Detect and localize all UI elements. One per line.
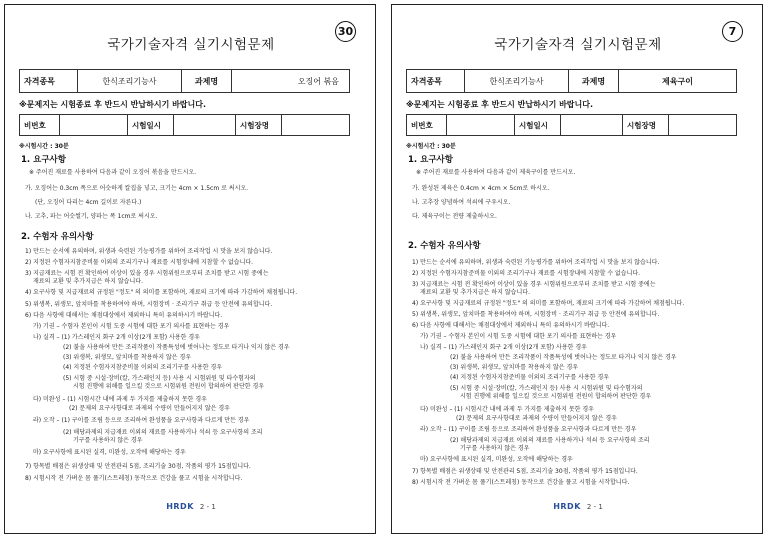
number-cell <box>60 115 128 136</box>
date-label: 시험일시 <box>128 115 174 136</box>
section-notes: 2. 수험자 유의사항 <box>21 232 94 242</box>
time-line: ※시험시간 : 30분 <box>19 143 69 150</box>
note-line: 4) 요구사항 및 지급재료의 규정된 "정도" 의 의미를 포함하며, 재료의 크기에 따라 가감하여 채점됩니다. <box>25 289 298 296</box>
note-line: 2) 지정된 수험자지참준비물 이외의 조리기구나 재료를 시험장내에 지참할 수 없습니다. <box>412 270 641 277</box>
requirement-line: 나. 고추, 파는 어슷썰기, 양파는 폭 1cm로 써시오. <box>25 213 158 220</box>
requirement-line: 가. 오징어는 0.3cm 폭으로 어슷하게 칼집을 넣고, 크기는 4cm × 1.5cm 로 써시오. <box>25 185 249 192</box>
note-line: 마) 요구사항에 표시된 실격, 미완성, 오작에 해당하는 경우 <box>33 449 186 456</box>
page-title: 국가기술자격 실기시험문제 <box>494 37 662 53</box>
note-line: (5) 시험 중 시설·장비(칼, 가스레인지 등) 사용 시 시험위원 및 타수험자의 <box>450 385 643 392</box>
note-line: (2) 해당과제의 지급재료 이외의 재료를 사용하거나 석쇠 등 요구사항의 조리 <box>450 437 650 444</box>
page-title: 국가기술자격 실기시험문제 <box>107 37 275 53</box>
note-line: 7) 항목별 배점은 위생상태 및 안전관리 5점, 조리기술 30점, 작품의 평가 15점입니다. <box>25 463 251 470</box>
note-line: (2) 불을 사용하여 만든 조리작품이 작품특성에 벗어나는 정도로 타거나 익지 않은 경우 <box>450 354 677 361</box>
notice-text: ※문제지는 시험종료 후 반드시 반납하시기 바랍니다. <box>19 100 207 109</box>
date-cell <box>174 115 236 136</box>
note-line: 라) 오작 – (1) 구이를 조림 등으로 조리하여 완성품을 요구사항과 다르게 만든 경우 <box>420 426 637 433</box>
note-line: 6) 다음 사항에 대해서는 채점대상에서 제외하니 특히 유의하시기 바랍니다. <box>412 322 610 329</box>
note-line: 3) 지급재료는 시험 전 확인하여 이상이 있을 경우 시험위원으로부터 조치를 받고 시험 중에는 <box>412 281 656 288</box>
problem-number-badge: 30 <box>335 21 356 42</box>
requirement-line: 나. 고추장 양념하여 석쇠에 구우시오. <box>412 199 511 206</box>
id-table <box>19 114 350 136</box>
requirement-line: 가. 완성된 제육은 0.4cm × 4cm × 5cm로 하시오. <box>412 185 550 192</box>
requirement-line: ※ 주어진 재료를 사용하여 다음과 같이 오징어 볶음을 만드시오. <box>29 169 197 176</box>
note-line: 5) 위생복, 위생모, 앞치마를 착용하여야 하며, 시험장비 · 조리기구 취급 등 안전에 유의합니다. <box>412 311 660 318</box>
task-value: 제육구이 <box>619 70 737 93</box>
date-label: 시험일시 <box>515 115 561 136</box>
note-line: 라) 오작 – (1) 구이를 조림 등으로 조리하여 완성품을 요구사항과 다르게 만든 경우 <box>33 417 250 424</box>
note-line: 7) 항목별 배점은 위생상태 및 안전관리 5점, 조리기술 30점, 작품의 평가 15점입니다. <box>412 468 638 475</box>
problem-number-badge: 7 <box>722 21 743 42</box>
requirement-line: 다. 제육구이는 전량 제출하시오. <box>412 213 497 220</box>
note-line: 마) 요구사항에 표시된 실격, 미완성, 오작에 해당하는 경우 <box>420 456 573 463</box>
hrdk-logo: HRDK <box>553 502 581 511</box>
section-requirements: 1. 요구사항 <box>408 155 453 165</box>
note-line: (4) 지정된 수험자지참준비물 이외의 조리기구를 사용한 경우 <box>450 374 610 381</box>
note-line: (2) 문제의 요구사항대로 과제의 수량이 만들어지지 않은 경우 <box>456 415 617 422</box>
note-line: (3) 위생복, 위생모, 앞치마를 착용하지 않은 경우 <box>63 354 192 361</box>
section-requirements: 1. 요구사항 <box>21 155 66 165</box>
note-line: 나) 실격 – (1) 가스레인지 화구 2개 이상(2개 포함) 사용한 경우 <box>33 334 200 341</box>
note-line: (2) 해당과제의 지급재료 이외의 재료를 사용하거나 석쇠 등 요구사항의 조리 <box>63 429 263 436</box>
note-line: 5) 위생복, 위생모, 앞치마를 착용하여야 하며, 시험장비 · 조리기구 취급 등 안전에 유의합니다. <box>25 301 273 308</box>
note-line: (2) 불을 사용하여 만든 조리작품이 작품특성에 벗어나는 정도로 타거나 익지 않은 경우 <box>63 344 290 351</box>
note-line: 1) 만드는 순서에 유의하며, 위생과 숙련된 기능평가를 위하여 조리작업 시 맛을 보지 않습니다. <box>25 248 273 255</box>
place-cell <box>669 115 737 136</box>
note-line: 1) 만드는 순서에 유의하며, 위생과 숙련된 기능평가를 위하여 조리작업 시 맛을 보지 않습니다. <box>412 259 660 266</box>
field-value: 한식조리기능사 <box>465 70 569 93</box>
note-line: 재료의 교환 및 추가지급은 하지 않습니다. <box>420 289 530 296</box>
note-line: (5) 시험 중 시설·장비(칼, 가스레인지 등) 사용 시 시험위원 및 타수험자의 <box>63 375 256 382</box>
date-cell <box>561 115 623 136</box>
number-label: 비번호 <box>407 115 447 136</box>
field-value: 한식조리기능사 <box>78 70 182 93</box>
note-line: 다) 미완성 – (1) 시험시간 내에 과제 두 가지를 제출하지 못한 경우 <box>33 396 207 403</box>
time-line: ※시험시간 : 30분 <box>406 143 456 150</box>
footer-page-number: 2 - 1 <box>586 503 603 511</box>
footer-page-number: 2 - 1 <box>199 503 216 511</box>
notice-text: ※문제지는 시험종료 후 반드시 반납하시기 바랍니다. <box>406 100 594 109</box>
info-table <box>406 69 737 93</box>
note-line: 6) 다음 사항에 대해서는 채점대상에서 제외하니 특히 유의하시기 바랍니다. <box>25 312 223 319</box>
note-line: (4) 지정된 수험자지참준비물 이외의 조리기구를 사용한 경우 <box>63 364 223 371</box>
exam-page-left <box>4 4 376 534</box>
note-line: 시험 진행에 위해를 일으킬 것으로 시험위원 전원이 합의하여 판단한 경우 <box>73 383 265 390</box>
number-cell <box>447 115 515 136</box>
note-line: 다) 미완성 – (1) 시험시간 내에 과제 두 가지를 제출하지 못한 경우 <box>420 406 594 413</box>
task-label: 과제명 <box>182 70 232 93</box>
task-value: 오징어 볶음 <box>232 70 350 93</box>
note-line: 기구를 사용하지 않은 경우 <box>460 445 530 452</box>
info-table <box>19 69 350 93</box>
hrdk-logo: HRDK <box>166 502 194 511</box>
note-line: 2) 지정된 수험자지참준비물 이외의 조리기구나 재료를 시험장내에 지참할 수 없습니다. <box>25 259 254 266</box>
note-line: 나) 실격 – (1) 가스레인지 화구 2개 이상(2개 포함) 사용한 경우 <box>420 344 587 351</box>
note-line: 가) 기권 – 수험자 본인이 시험 도중 시험에 대한 포기 의사를 표현하는 경우 <box>420 333 617 340</box>
note-line: 가) 기권 – 수험자 본인이 시험 도중 시험에 대한 포기 의사를 표현하는 경우 <box>33 323 230 330</box>
requirement-line: (단, 오징어 다리는 4cm 길이로 자른다.) <box>35 199 142 206</box>
note-line: 8) 시험시작 전 가벼운 몸 풀기(스트레칭) 동작으로 건강을 풀고 시험을 시작합니다. <box>412 479 630 486</box>
task-label: 과제명 <box>569 70 619 93</box>
exam-page-right <box>391 4 763 534</box>
number-label: 비번호 <box>20 115 60 136</box>
id-table <box>406 114 737 136</box>
note-line: 기구를 사용하지 않은 경우 <box>73 437 143 444</box>
note-line: 시험 진행에 위해를 일으킬 것으로 시험위원 전원이 합의하여 판단한 경우 <box>460 393 652 400</box>
field-label: 자격종목 <box>407 70 465 93</box>
note-line: 8) 시험시작 전 가벼운 몸 풀기(스트레칭) 동작으로 건강을 풀고 시험을 시작합니다. <box>25 475 243 482</box>
requirement-line: ※ 주어진 재료를 사용하여 다음과 같이 제육구이를 만드시오. <box>416 169 576 176</box>
note-line: 4) 요구사항 및 지급재료의 규정된 "정도" 의 의미를 포함하며, 재료의 크기에 따라 가감하여 채점됩니다. <box>412 300 685 307</box>
place-label: 시험장명 <box>623 115 669 136</box>
section-notes: 2. 수험자 유의사항 <box>408 241 481 251</box>
page-footer <box>19 502 363 511</box>
place-cell <box>282 115 350 136</box>
place-label: 시험장명 <box>236 115 282 136</box>
field-label: 자격종목 <box>20 70 78 93</box>
note-line: 재료의 교환 및 추가지급은 하지 않습니다. <box>33 278 143 285</box>
note-line: 3) 지급재료는 시험 전 확인하여 이상이 있을 경우 시험위원으로부터 조치를 받고 시험 중에는 <box>25 270 269 277</box>
note-line: (2) 문제의 요구사항대로 과제의 수량이 만들어지지 않은 경우 <box>69 405 230 412</box>
page-footer <box>406 502 750 511</box>
note-line: (3) 위생복, 위생모, 앞치마를 착용하지 않은 경우 <box>450 364 579 371</box>
